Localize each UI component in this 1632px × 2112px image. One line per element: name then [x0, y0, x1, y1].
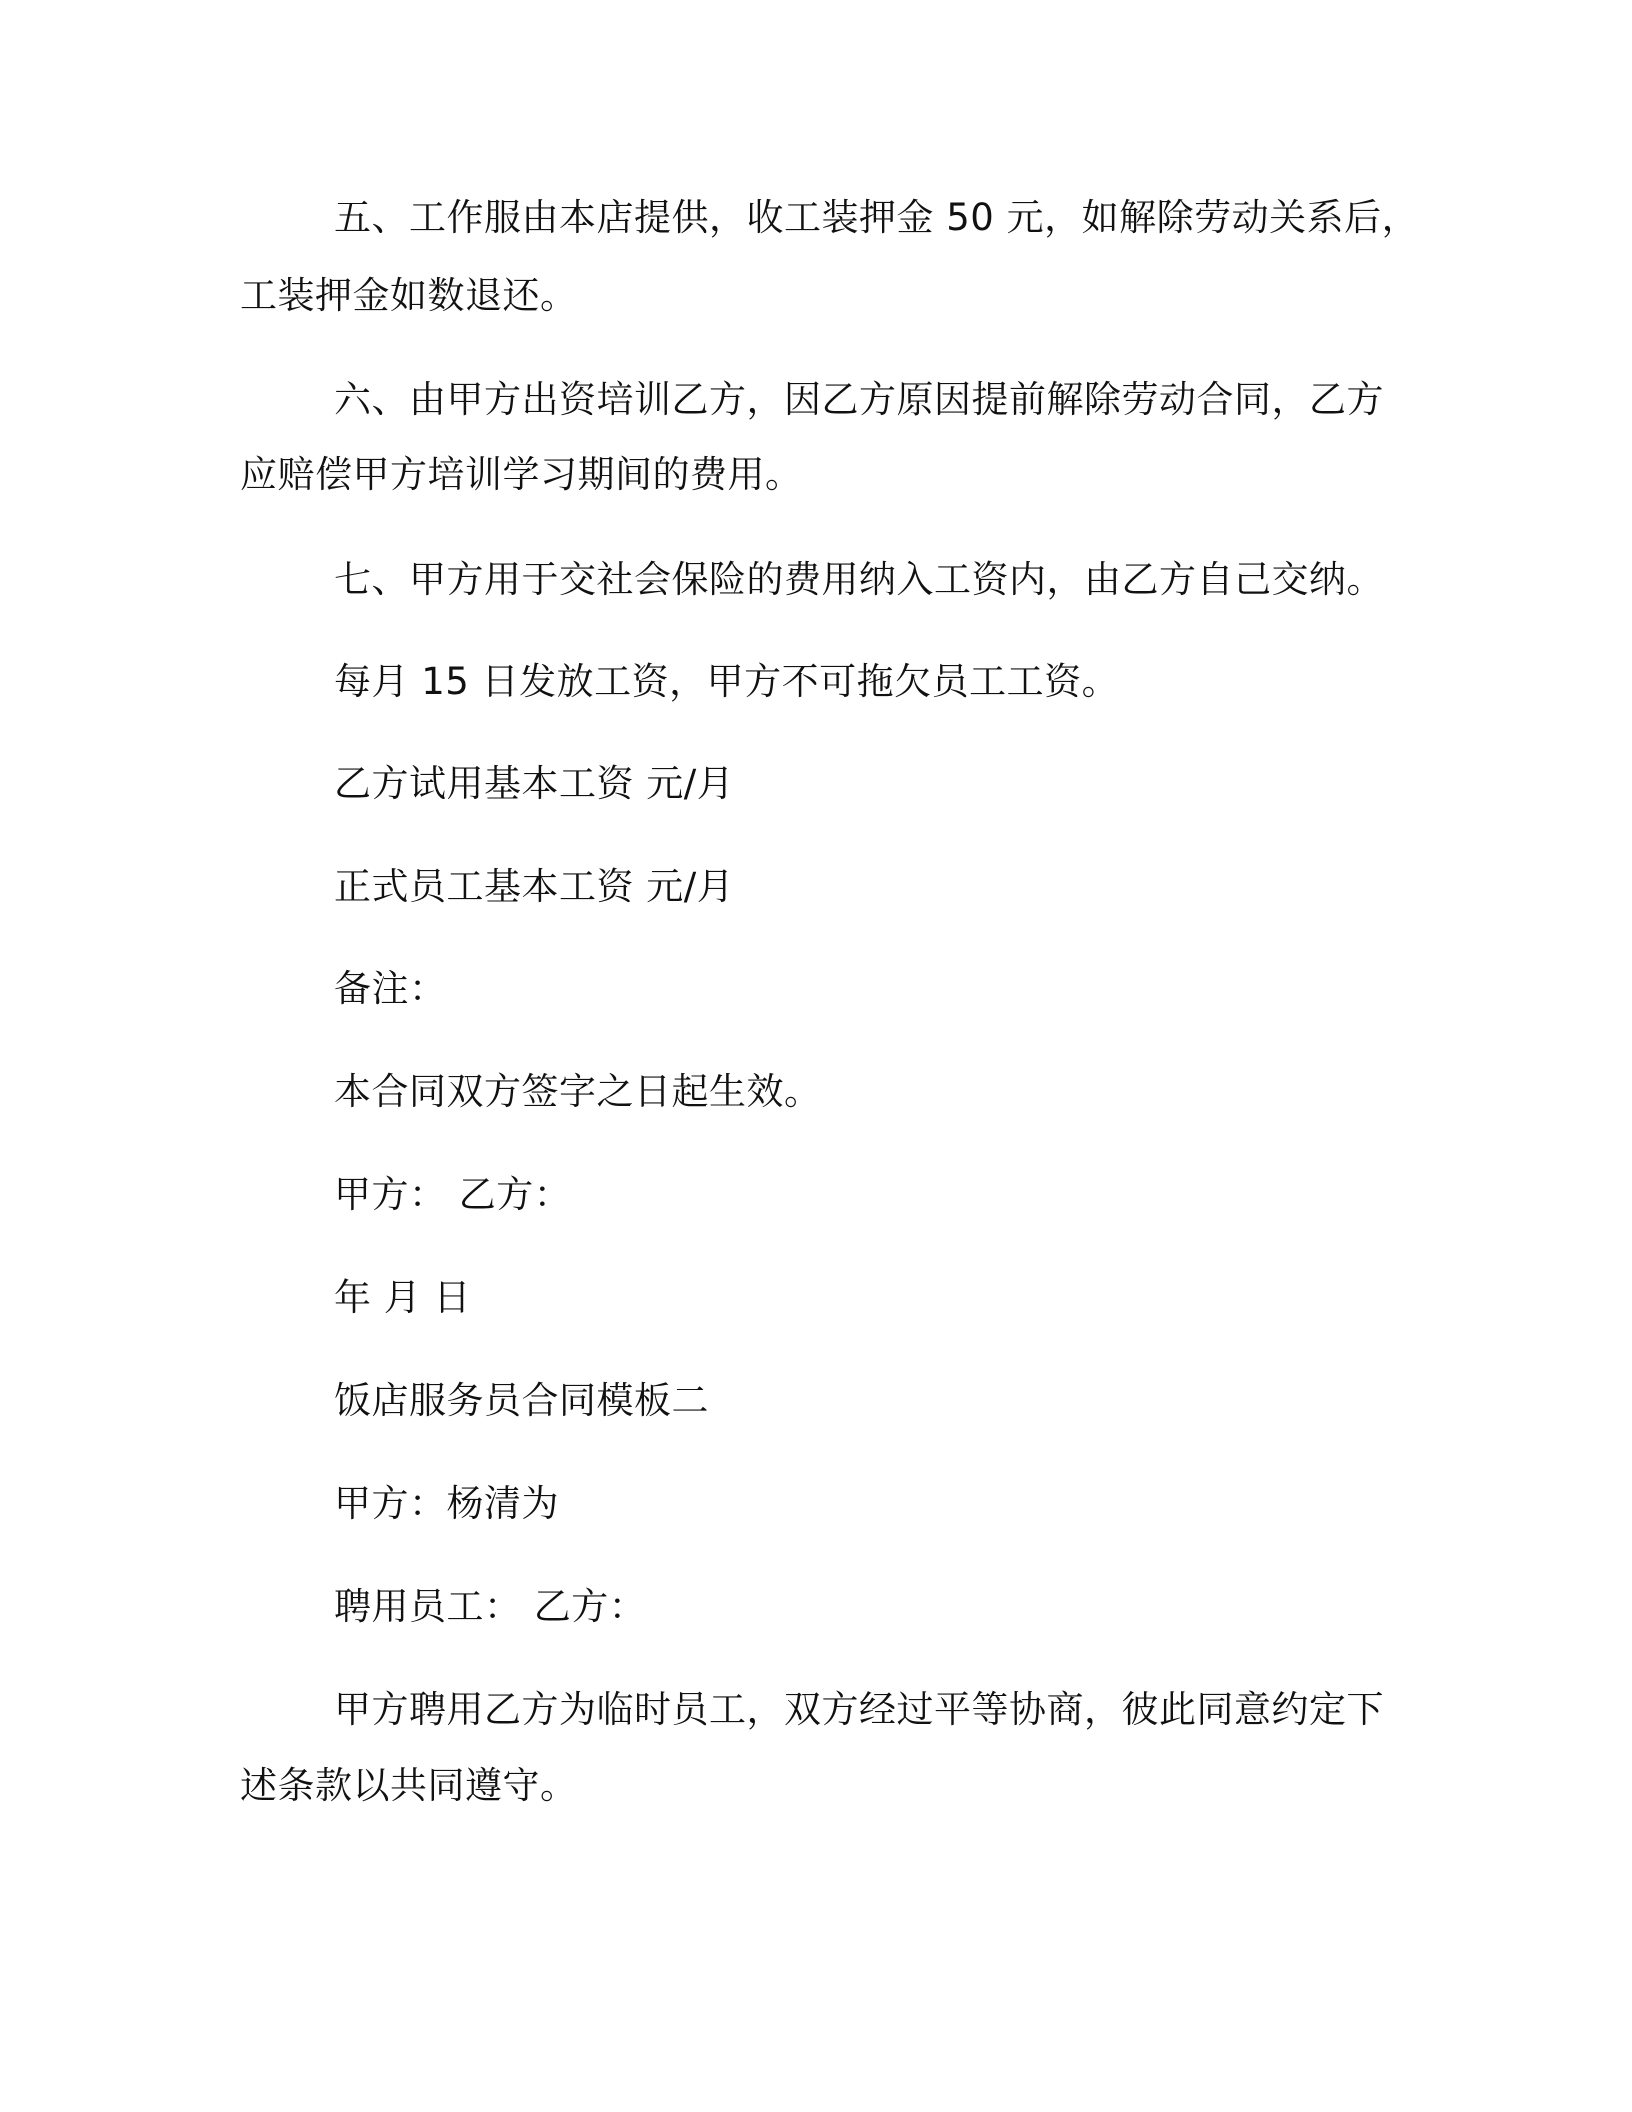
- signature-parties: 甲方： 乙方：: [334, 1173, 572, 1216]
- clause-6-line-1: 六、由甲方出资培训乙方，因乙方原因提前解除劳动合同，乙方: [334, 378, 1384, 421]
- clause-7-line: 七、甲方用于交社会保险的费用纳入工资内，由乙方自己交纳。: [334, 558, 1384, 601]
- payday-line: 每月 15 日发放工资，甲方不可拖欠员工工资。: [334, 660, 1120, 703]
- probation-wage-line: 乙方试用基本工资 元/月: [334, 762, 735, 805]
- clause-5-line-1: 五、工作服由本店提供，收工装押金 50 元，如解除劳动关系后，: [334, 196, 1420, 239]
- date-line: 年 月 日: [334, 1276, 472, 1319]
- effective-clause: 本合同双方签字之日起生效。: [334, 1070, 822, 1113]
- remarks-label: 备注：: [334, 967, 447, 1010]
- agreement-line-2: 述条款以共同遵守。: [240, 1764, 578, 1807]
- clause-5-line-2: 工装押金如数退还。: [240, 274, 578, 317]
- regular-wage-line: 正式员工基本工资 元/月: [334, 865, 735, 908]
- clause-6-line-2: 应赔偿甲方培训学习期间的费用。: [240, 453, 803, 496]
- employee-party-b: 聘用员工： 乙方：: [334, 1585, 647, 1628]
- agreement-line-1: 甲方聘用乙方为临时员工，双方经过平等协商，彼此同意约定下: [334, 1688, 1384, 1731]
- party-a-name: 甲方：杨清为: [334, 1482, 559, 1525]
- template-two-title: 饭店服务员合同模板二: [334, 1379, 709, 1422]
